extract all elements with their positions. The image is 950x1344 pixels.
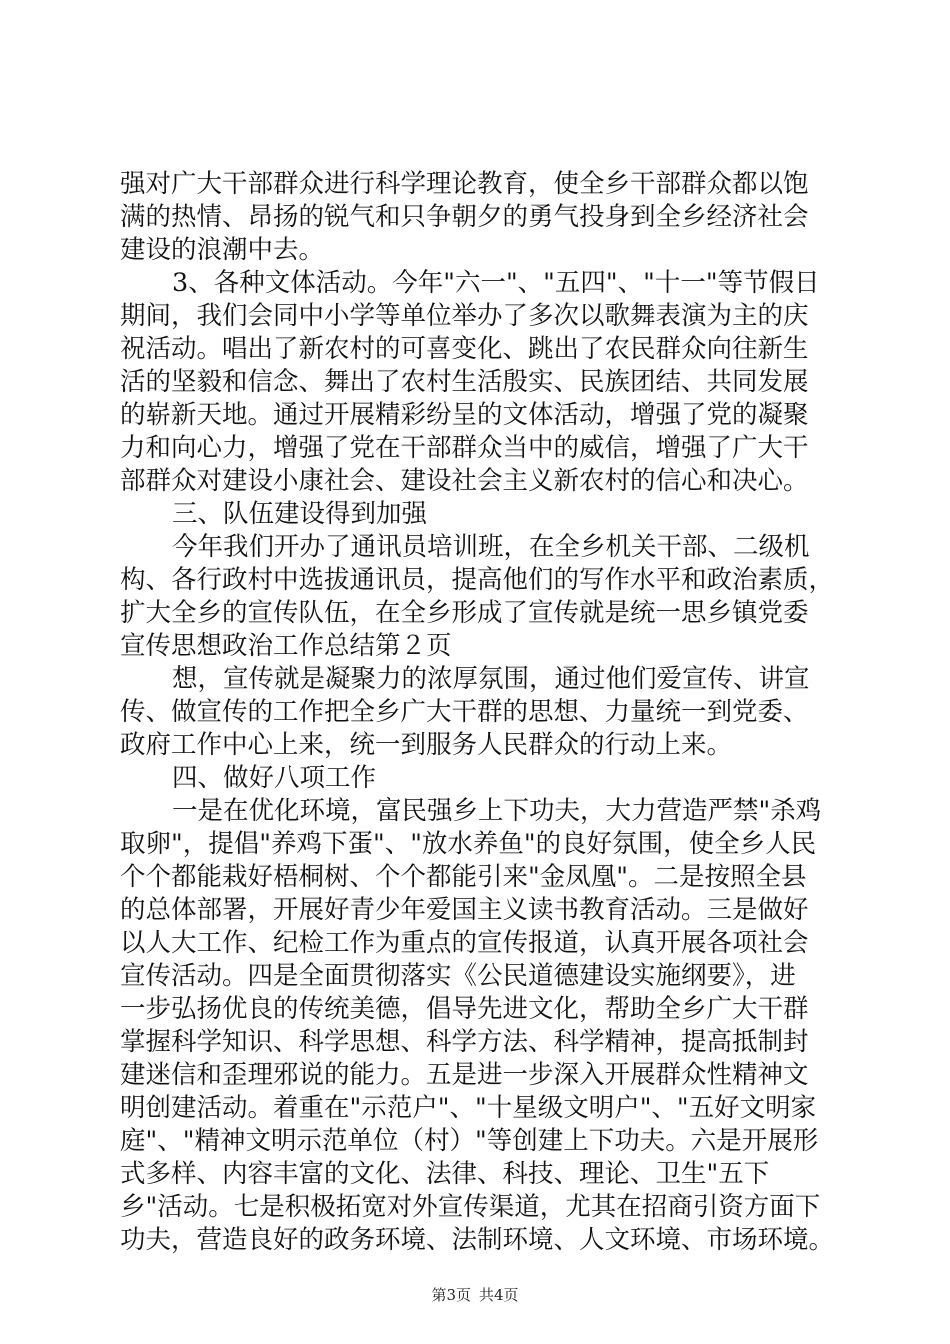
page-number: 第3页 <box>431 1286 471 1304</box>
text-line: 构、各行政村中选拔通讯员，提高他们的写作水平和政治素质， <box>120 565 835 595</box>
text-line: 强对广大干部群众进行科学理论教育，使全乡干部群众都以饱 <box>120 169 809 199</box>
text-line: 功夫，营造良好的政务环境、法制环境、人文环境、市场环境。 <box>120 1225 835 1255</box>
text-line: 建设的浪潮中去。 <box>120 235 325 265</box>
document-body <box>120 168 842 1257</box>
text-line: 取卵"，提倡"养鸡下蛋"、"放水养鱼"的良好氛围，使全乡人民 <box>120 829 817 859</box>
paragraph-start-line: 今年我们开办了通讯员培训班，在全乡机关干部、二级机 <box>172 532 810 562</box>
paragraph-start-line: 一是在优化环境，富民强乡上下功夫，大力营造严禁"杀鸡 <box>172 796 822 826</box>
text-line: 建迷信和歪理邪说的能力。五是进一步深入开展群众性精神文 <box>120 1060 809 1090</box>
text-line: 部群众对建设小康社会、建设社会主义新农村的信心和决心。 <box>120 466 809 496</box>
text-line: 扩大全乡的宣传队伍，在全乡形成了宣传就是统一思乡镇党委 <box>120 598 809 628</box>
text-line: 宣传思想政治工作总结第２页 <box>120 631 452 661</box>
text-line: 以人大工作、纪检工作为重点的宣传报道，认真开展各项社会 <box>120 928 809 958</box>
text-line: 个个都能栽好梧桐树、个个都能引来"金凤凰"。二是按照全县 <box>120 862 807 892</box>
paragraph-start-line: 想，宣传就是凝聚力的浓厚氛围，通过他们爱宣传、讲宣 <box>172 664 810 694</box>
text-line: 掌握科学知识、科学思想、科学方法、科学精神，提高抵制封 <box>120 1027 809 1057</box>
text-line: 式多样、内容丰富的文化、法律、科技、理论、卫生"五下 <box>120 1159 770 1189</box>
section-heading: 三、队伍建设得到加强 <box>172 499 428 529</box>
paragraph-start-line: 3、各种文体活动。今年"六一"、"五四"、"十一"等节假日 <box>172 268 820 298</box>
page-footer <box>0 1285 950 1305</box>
text-line: 的崭新天地。通过开展精彩纷呈的文体活动，增强了党的凝聚 <box>120 400 809 430</box>
text-line: 明创建活动。着重在"示范户"、"十星级文明户"、"五好文明家 <box>120 1093 817 1123</box>
text-line: 政府工作中心上来，统一到服务人民群众的行动上来。 <box>120 730 733 760</box>
section-heading: 四、做好八项工作 <box>172 763 377 793</box>
text-line: 一步弘扬优良的传统美德，倡导先进文化，帮助全乡广大干群 <box>120 994 809 1024</box>
text-line: 满的热情、昂扬的锐气和只争朝夕的勇气投身到全乡经济社会 <box>120 202 809 232</box>
text-line: 祝活动。唱出了新农村的可喜变化、跳出了农民群众向往新生 <box>120 334 809 364</box>
text-line: 活的坚毅和信念、舞出了农村生活殷实、民族团结、共同发展 <box>120 367 809 397</box>
text-line: 力和向心力，增强了党在干部群众当中的威信，增强了广大干 <box>120 433 809 463</box>
text-line: 乡"活动。七是积极拓宽对外宣传渠道，尤其在招商引资方面下 <box>120 1192 821 1222</box>
text-line: 期间，我们会同中小学等单位举办了多次以歌舞表演为主的庆 <box>120 301 809 331</box>
text-line: 庭"、"精神文明示范单位（村）"等创建上下功夫。六是开展形 <box>120 1126 819 1156</box>
text-line: 宣传活动。四是全面贯彻落实《公民道德建设实施纲要》，进 <box>120 961 796 991</box>
page-total: 共4页 <box>479 1286 519 1304</box>
text-line: 传、做宣传的工作把全乡广大干群的思想、力量统一到党委、 <box>120 697 809 727</box>
text-line: 的总体部署，开展好青少年爱国主义读书教育活动。三是做好 <box>120 895 809 925</box>
